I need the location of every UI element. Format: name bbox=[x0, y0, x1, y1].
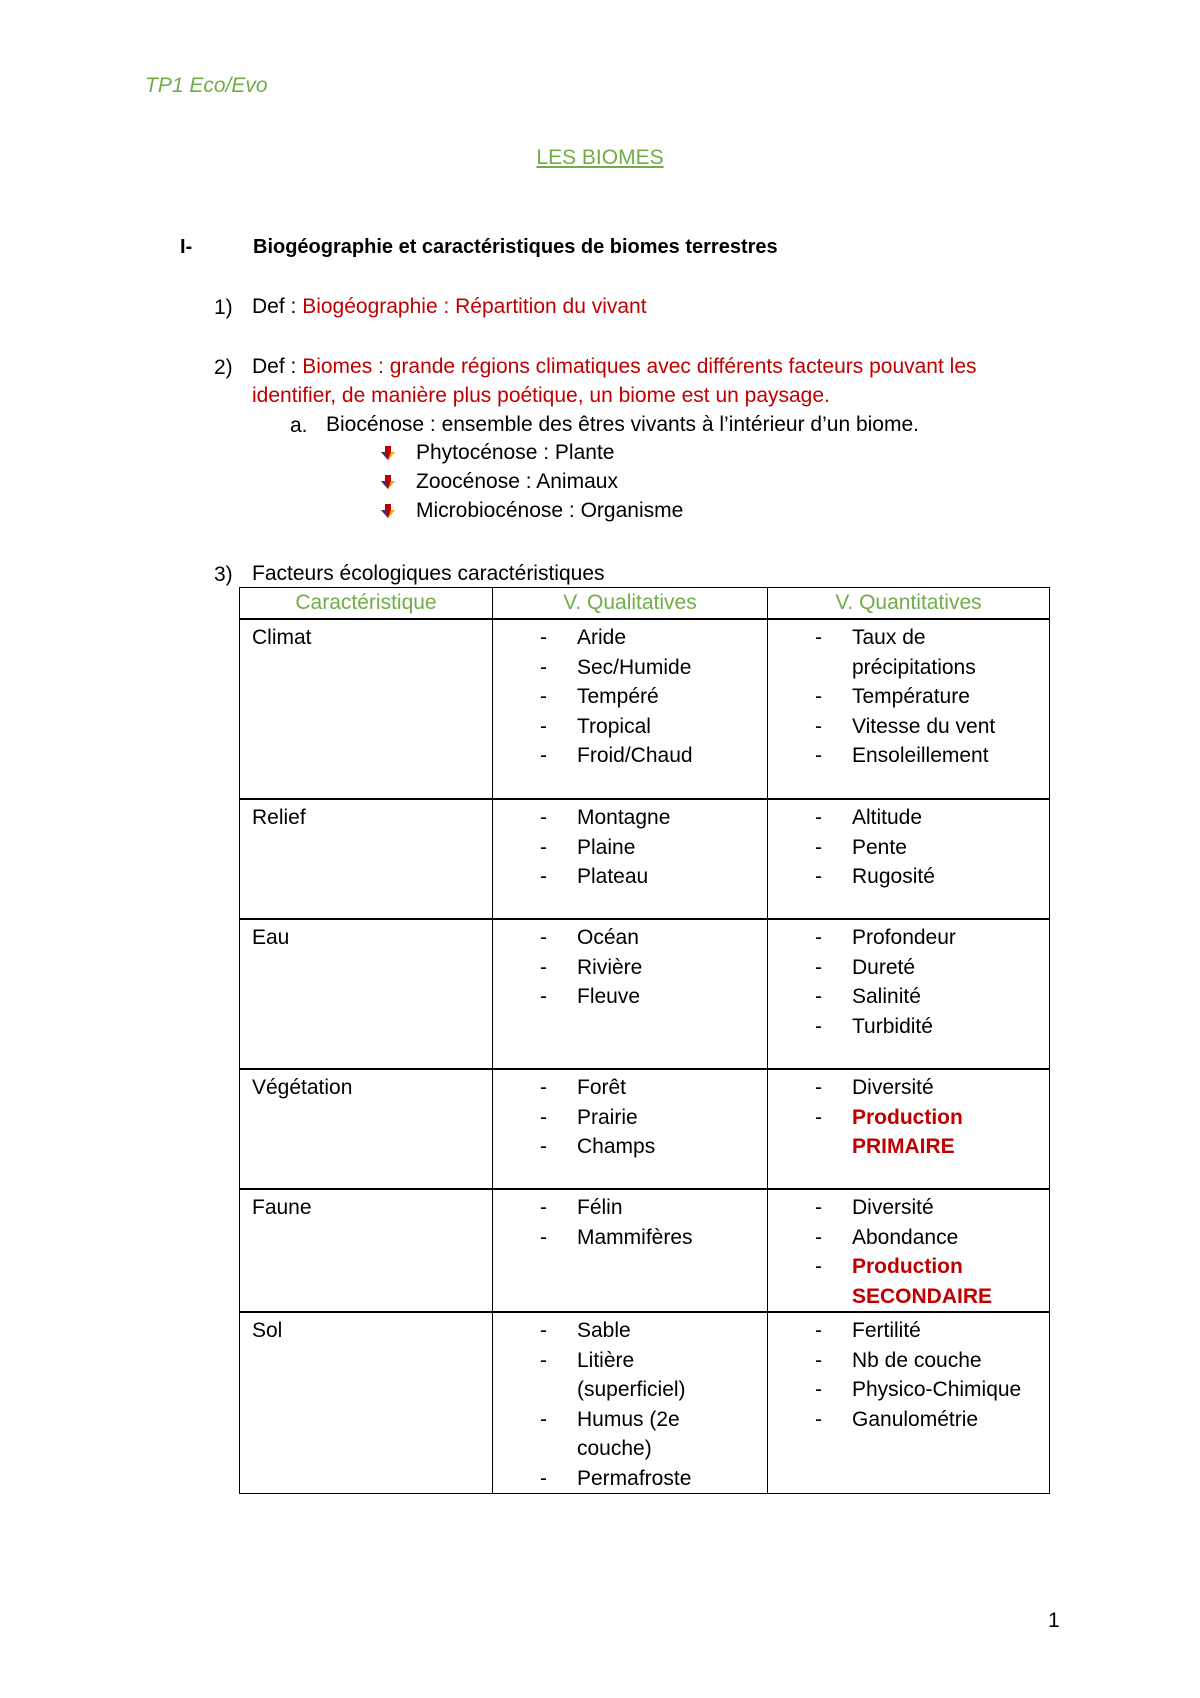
list-item: - Litière (superficiel) bbox=[540, 1348, 686, 1401]
quantitative-list bbox=[768, 1313, 1049, 1434]
header-caracteristique: Caractéristique bbox=[240, 588, 493, 620]
list-item: - Félin bbox=[540, 1196, 623, 1219]
table-row bbox=[240, 1312, 1050, 1494]
qualitative-list bbox=[493, 800, 767, 892]
biocenose-definition: Biocénose : ensemble des êtres vivants à l’intérieur d’un biome. bbox=[326, 413, 919, 436]
list-item: - Prairie bbox=[540, 1105, 638, 1129]
arrow-bullet-icon bbox=[381, 446, 395, 460]
row-label: Sol bbox=[252, 1319, 283, 1342]
list-item: - Fertilité bbox=[815, 1319, 921, 1342]
list-item: - Nb de couche bbox=[815, 1348, 982, 1372]
def-prefix: Def : bbox=[252, 355, 303, 378]
list-item: - Diversité bbox=[815, 1076, 934, 1099]
list-item: - Production PRIMAIRE bbox=[815, 1105, 963, 1158]
definition-biomes bbox=[252, 352, 1042, 410]
list-item: - Tempéré bbox=[540, 685, 659, 708]
list-item: - Ensoleillement bbox=[815, 744, 989, 767]
quantitative-list bbox=[768, 1190, 1049, 1311]
def-highlight: Biogéographie : Répartition du vivant bbox=[302, 295, 647, 318]
list-item: - Champs bbox=[540, 1135, 656, 1158]
qualitative-list bbox=[493, 1190, 767, 1252]
list-item: - Mammifères bbox=[540, 1225, 693, 1249]
list-item: - Physico-Chimique bbox=[815, 1378, 1022, 1401]
quantitative-list bbox=[768, 920, 1049, 1041]
list-item: - Plaine bbox=[540, 835, 636, 859]
list-item: - Altitude bbox=[815, 806, 923, 829]
list-item: - Taux de précipitations bbox=[815, 626, 976, 679]
list-item: - Sec/Humide bbox=[540, 655, 692, 679]
row-label: Végétation bbox=[252, 1076, 353, 1099]
list-item: - Océan bbox=[540, 926, 639, 949]
facteurs-title: Facteurs écologiques caractéristiques bbox=[252, 562, 605, 585]
item-number: 2) bbox=[214, 356, 233, 379]
list-item: - Froid/Chaud bbox=[540, 744, 693, 767]
row-label: Climat bbox=[252, 626, 312, 649]
list-item: - Pente bbox=[815, 835, 907, 859]
list-item: - Fleuve bbox=[540, 985, 641, 1008]
quantitative-list bbox=[768, 800, 1049, 892]
table-header-row bbox=[240, 588, 1050, 620]
list-item: - Rugosité bbox=[815, 865, 935, 888]
list-item: - Sable bbox=[540, 1319, 631, 1342]
list-item: - Ganulométrie bbox=[815, 1407, 979, 1431]
factors-table bbox=[239, 587, 1050, 1494]
section-number: I- bbox=[180, 236, 193, 258]
list-item: - Forêt bbox=[540, 1076, 627, 1099]
qualitative-list bbox=[493, 620, 767, 771]
header-qualitatives: V. Qualitatives bbox=[493, 588, 768, 620]
qualitative-list bbox=[493, 1070, 767, 1162]
list-item: - Montagne bbox=[540, 806, 671, 829]
item-number: 3) bbox=[214, 563, 233, 586]
list-item: - Tropical bbox=[540, 714, 651, 738]
list-item: - Turbidité bbox=[815, 1014, 933, 1038]
page-header: TP1 Eco/Evo bbox=[145, 74, 268, 97]
bullet-item: Phytocénose : Plante bbox=[416, 441, 615, 464]
list-item: - Permafroste bbox=[540, 1466, 692, 1490]
def-highlight-line1: Biomes : grande régions climatiques avec différents facteurs pouvant les bbox=[302, 355, 977, 378]
table-row bbox=[240, 799, 1050, 919]
list-item: - Aride bbox=[540, 626, 627, 649]
row-label: Eau bbox=[252, 926, 290, 949]
list-item: - Production SECONDAIRE bbox=[815, 1255, 993, 1308]
quantitative-list bbox=[768, 1070, 1049, 1162]
list-item: - Dureté bbox=[815, 955, 916, 979]
def-prefix: Def : bbox=[252, 295, 303, 318]
list-item: - Profondeur bbox=[815, 926, 956, 949]
list-item: - Plateau bbox=[540, 865, 649, 888]
qualitative-list bbox=[493, 1313, 767, 1493]
list-item: - Salinité bbox=[815, 985, 921, 1008]
item-number: 1) bbox=[214, 296, 233, 319]
definition-biogeographie bbox=[252, 292, 647, 321]
row-label: Relief bbox=[252, 806, 306, 829]
table-row bbox=[240, 619, 1050, 799]
table-row bbox=[240, 1189, 1050, 1312]
quantitative-list bbox=[768, 620, 1049, 771]
list-item: - Humus (2e couche) bbox=[540, 1407, 680, 1460]
arrow-bullet-icon bbox=[381, 504, 395, 518]
header-quantitatives: V. Quantitatives bbox=[768, 588, 1050, 620]
list-item: - Rivière bbox=[540, 955, 643, 979]
table-row bbox=[240, 919, 1050, 1069]
list-item: - Vitesse du vent bbox=[815, 714, 996, 738]
bullet-item: Microbiocénose : Organisme bbox=[416, 499, 684, 522]
list-item: - Diversité bbox=[815, 1196, 934, 1219]
row-label: Faune bbox=[252, 1196, 312, 1219]
list-item: - Température bbox=[815, 685, 970, 708]
def-highlight-line2: identifier, de manière plus poétique, un biome est un paysage. bbox=[252, 384, 830, 407]
list-item: - Abondance bbox=[815, 1225, 959, 1249]
sub-item-letter: a. bbox=[290, 414, 308, 437]
bullet-item: Zoocénose : Animaux bbox=[416, 470, 618, 493]
arrow-bullet-icon bbox=[381, 475, 395, 489]
table-row bbox=[240, 1069, 1050, 1189]
page-number: 1 bbox=[1048, 1609, 1060, 1632]
document-title: LES BIOMES bbox=[536, 146, 664, 169]
section-title: Biogéographie et caractéristiques de biomes terrestres bbox=[253, 236, 778, 258]
qualitative-list bbox=[493, 920, 767, 1012]
